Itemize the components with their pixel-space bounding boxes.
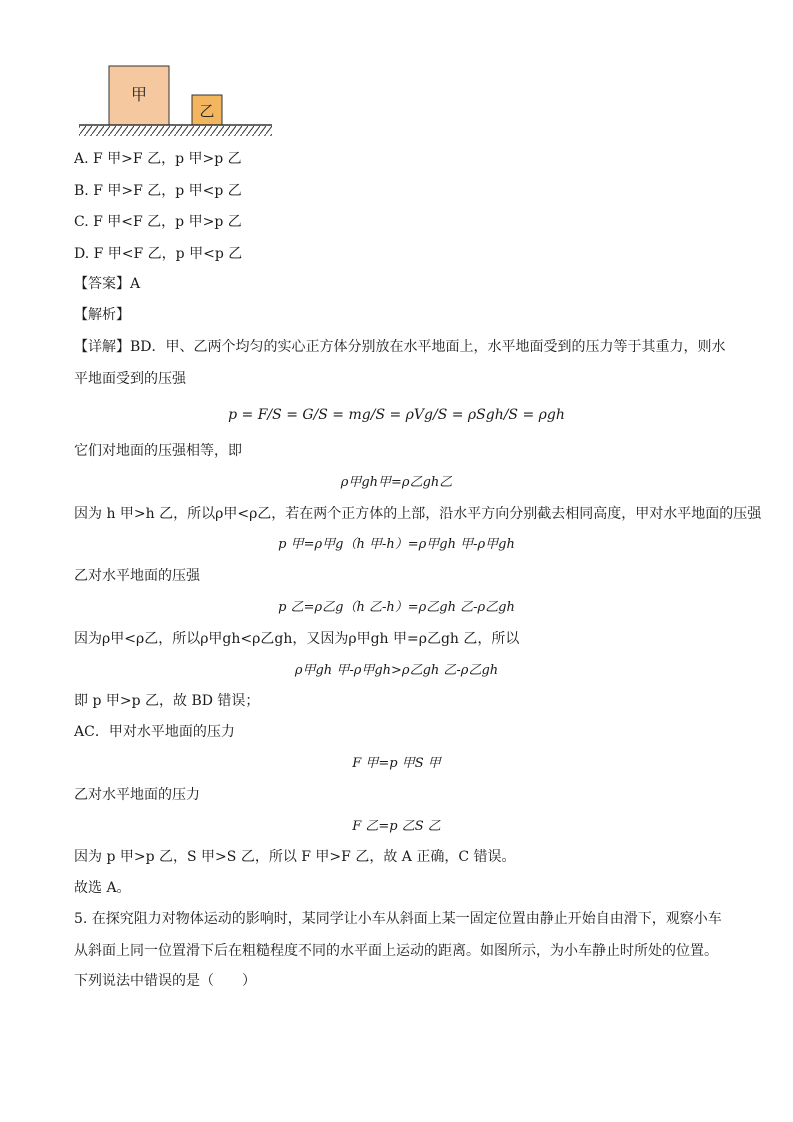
text-because-3: 因为 p 甲>p 乙，S 甲>S 乙，所以 F 甲>F 乙，故 A 正确，C 错误。	[74, 849, 516, 865]
analysis-tag: 【解析】	[74, 307, 130, 323]
question-5-line-2: 从斜面上同一位置滑下后在粗糙程度不同的水平面上运动的距离。如图所示，为小车静止时所处的位置。	[74, 943, 718, 959]
text-ac: AC．甲对水平地面的压力	[74, 724, 235, 740]
option-c: C. F 甲<F 乙，p 甲>p 乙	[74, 214, 242, 230]
option-d: D. F 甲<F 乙，p 甲<p 乙	[74, 246, 243, 262]
text-yi-pressure: 乙对水平地面的压强	[74, 568, 200, 584]
detail-line-2: 平地面受到的压强	[74, 371, 186, 387]
text-yi-force: 乙对水平地面的压力	[74, 787, 200, 803]
cube-jia-label: 甲	[130, 85, 148, 104]
formula-compare: ρ甲gh 甲-ρ甲gh>ρ乙gh 乙-ρ乙gh	[294, 663, 499, 678]
formula-p-yi: p 乙=ρ乙g（h 乙-h）=ρ乙gh 乙-ρ乙gh	[278, 600, 515, 615]
detail-line-1: 【详解】BD．甲、乙两个均匀的实心正方体分别放在水平地面上，水平地面受到的压力等于其重力，则水	[74, 339, 726, 355]
question-5-line-1: 5. 在探究阻力对物体运动的影响时，某同学让小车从斜面上某一固定位置由静止开始自由滑下，观察小车	[74, 911, 722, 927]
text-equal-pressure: 它们对地面的压强相等，即	[74, 443, 242, 459]
ground-hatch	[79, 126, 272, 136]
text-because-2: 因为ρ甲<ρ乙，所以ρ甲gh<ρ乙gh，又因为ρ甲gh 甲=ρ乙gh 乙，所以	[74, 631, 520, 647]
formula-pressure: p = F/S = G/S = mg/S = ρVg/S = ρSgh/S = ρgh	[228, 407, 565, 423]
option-b: B. F 甲>F 乙，p 甲<p 乙	[74, 183, 242, 199]
option-a: A. F 甲>F 乙，p 甲>p 乙	[74, 151, 242, 167]
two-cubes-figure	[74, 62, 274, 142]
answer-tag: 【答案】A	[74, 276, 141, 292]
formula-f-yi: F 乙=p 乙S 乙	[352, 819, 441, 834]
formula-f-jia: F 甲=p 甲S 甲	[352, 756, 441, 771]
text-because-1: 因为 h 甲>h 乙，所以ρ甲<ρ乙，若在两个正方体的上部，沿水平方向分别截去相同高度，甲对水平地面的压强	[74, 506, 762, 522]
formula-p-jia: p 甲=ρ甲g（h 甲-h）=ρ甲gh 甲-ρ甲gh	[278, 537, 515, 552]
cube-yi-label: 乙	[199, 102, 215, 120]
text-choose: 故选 A。	[74, 880, 131, 896]
formula-equal: ρ甲gh甲=ρ乙gh乙	[340, 475, 453, 490]
text-conclude-bd: 即 p 甲>p 乙，故 BD 错误；	[74, 693, 260, 709]
question-5-line-3: 下列说法中错误的是（ ）	[74, 973, 256, 989]
